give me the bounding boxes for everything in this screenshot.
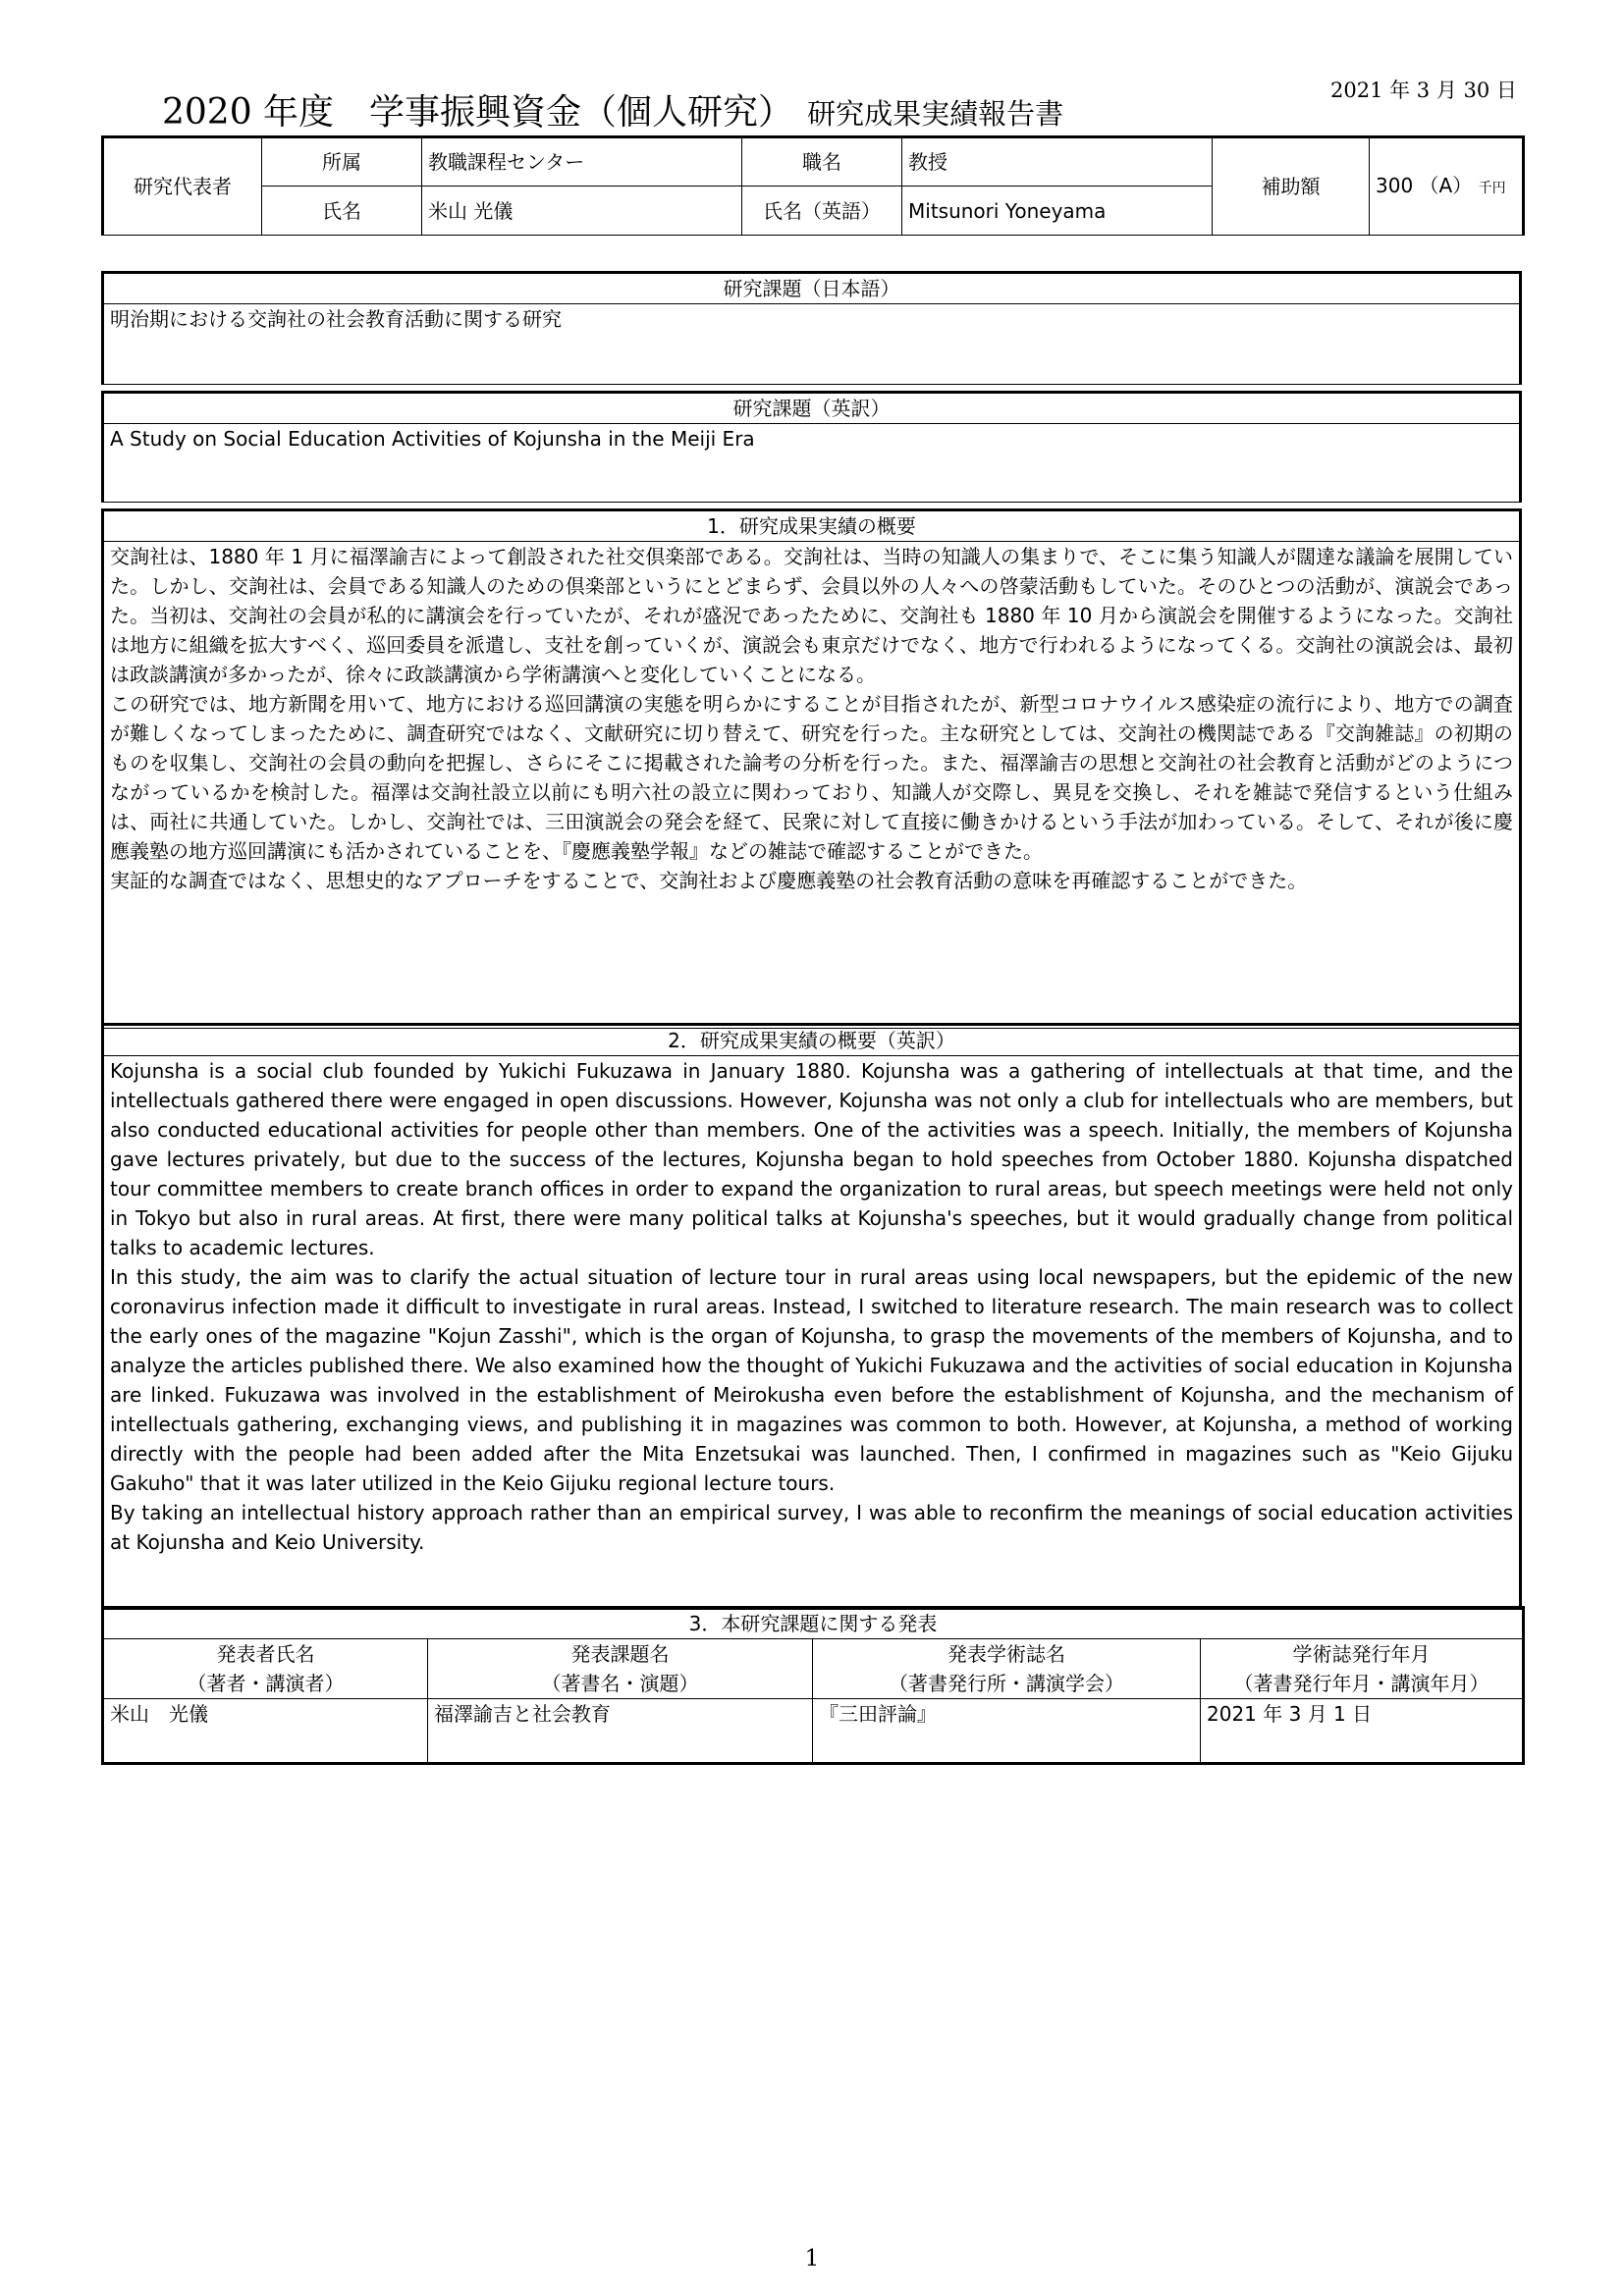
topic-jp-heading: 研究課題（日本語）: [103, 273, 1521, 304]
topic-en-heading: 研究課題（英訳）: [103, 393, 1521, 424]
report-title-main: 2020 年度 学事振興資金（個人研究）: [162, 92, 794, 133]
summary-jp-section: [101, 508, 1522, 1029]
summary-jp-paragraph: この研究では、地方新聞を用いて、地方における巡回講演の実態を明らかにすることが目指されたが、新型コロナウイルス感染症の流行により、地方での調査が難しくなってしまったために、調査研究ではなく、文献研究に切り替えて、研究を行った。主な研究としては、交詢社の機関誌である『交詢雑誌』の初期のものを収集し、交詢社の会員の動向を把握し、さらにそこに掲載された論考の分析を行った。また、福澤諭吉の思想と交詢社の社会教育と活動がどのようにつながっているかを検討した。福澤は交詢社設立以前にも明六社の設立に関わっており、知識人が交際し、異見を交換し、それを雑誌で発信するという仕組みは、両社に共通していた。しかし、交詢社では、三田演説会の発会を経て、民衆に対して直接に働きかけるという手法が加わっている。そして、それが後に慶應義塾の地方巡回講演にも活かされていることを、『慶應義塾学報』などの雑誌で確認することができた。: [110, 692, 1513, 863]
page-number: 1: [804, 2246, 820, 2271]
affiliation-label: 所属: [262, 137, 422, 187]
grant-unit: 千円: [1478, 180, 1506, 196]
name-en-value: Mitsunori Yoneyama: [902, 187, 1213, 236]
column-header-line: （著書名・演題）: [541, 1672, 699, 1695]
position-label: 職名: [742, 137, 902, 187]
publications-table: [101, 1606, 1525, 1765]
summary-jp-paragraph: 交詢社は、1880 年 1 月に福澤諭吉によって創設された社交倶楽部である。交詢社は、当時の知識人の集まりで、そこに集う知識人が闊達な議論を展開していた。しかし、交詢社は、会員である知識人のための倶楽部というにとどまらず、会員以外の人々への啓蒙活動もしていた。そのひとつの活動が、演説会であった。当初は、交詢社の会員が私的に講演会を行っていたが、それが盛況であったために、交詢社も 1880 年 10 月から演説会を開催するようになった。交詢社は地方に組織を拡大すべく、巡回委員を派遣し、支社を創っていくが、演説会も東京だけでなく、地方で行われるようになってくる。交詢社の演説会は、最初は政談講演が多かったが、徐々に政談講演から学術講演へと変化していくことになる。: [110, 545, 1513, 686]
representative-label: 研究代表者: [103, 137, 262, 236]
grant-amount: 300 （A）: [1376, 173, 1473, 197]
topic-jp-section: [101, 271, 1522, 385]
table-cell: 福澤諭吉と社会教育: [428, 1699, 813, 1764]
column-header-line: （著書発行所・講演学会）: [889, 1672, 1124, 1695]
grant-label: 補助額: [1213, 137, 1370, 236]
report-date: 2021 年 3 月 30 日: [1330, 79, 1517, 102]
topic-en-text: A Study on Social Education Activities of Kojunsha in the Meiji Era: [103, 424, 1521, 503]
grant-value: [1370, 137, 1524, 236]
table-row: [103, 1699, 1524, 1764]
table-cell: 『三田評論』: [813, 1699, 1201, 1764]
table-cell: 米山 光儀: [103, 1699, 428, 1764]
column-header-date: [1201, 1639, 1524, 1699]
name-en-label: 氏名（英語）: [742, 187, 902, 236]
column-header-presenter: [103, 1639, 428, 1699]
position-value: 教授: [902, 137, 1213, 187]
summary-jp-body: [103, 542, 1521, 1029]
topic-jp-text: 明治期における交詢社の社会教育活動に関する研究: [103, 304, 1521, 385]
publications-heading: 3．本研究課題に関する発表: [103, 1608, 1524, 1639]
topic-en-section: [101, 391, 1522, 503]
column-header-journal: [813, 1639, 1201, 1699]
column-header-line: 発表学術誌名: [947, 1642, 1065, 1666]
affiliation-value: 教職課程センター: [422, 137, 742, 187]
summary-en-paragraph: By taking an intellectual history approach rather than an empirical survey, I was able to reconfirm the meanings of social education activities at Kojunsha and Keio University.: [110, 1501, 1513, 1554]
column-header-line: 学術誌発行年月: [1292, 1642, 1431, 1666]
table-cell: 2021 年 3 月 1 日: [1201, 1699, 1524, 1764]
column-header-title: [428, 1639, 813, 1699]
name-value: 米山 光儀: [422, 187, 742, 236]
summary-en-section: [101, 1023, 1522, 1610]
report-title: [162, 84, 1063, 134]
column-header-line: 発表者氏名: [216, 1642, 315, 1666]
researcher-info-table: [101, 135, 1525, 236]
summary-jp-paragraph: 実証的な調査ではなく、思想史的なアプローチをすることで、交詢社および慶應義塾の社会教育活動の意味を再確認することができた。: [110, 869, 1308, 892]
summary-en-paragraph: In this study, the aim was to clarify the actual situation of lecture tour in rural areas using local newspapers, but the epidemic of the new coronavirus infection made it difficult to investigate in rural areas. Instead, I switched to literature research. The main research was to collect the early ones of the magazine "Kojun Zasshi", which is the organ of Kojunsha, to grasp the movements of the members of Kojunsha, and to analyze the articles published there. We also examined how the thought of Yukichi Fukuzawa and the activities of social education in Kojunsha are linked. Fukuzawa was involved in the establishment of Meirokusha even before the establishment of Kojunsha, and the mechanism of intellectuals gathering, exchanging views, and publishing it in magazines was common to both. However, at Kojunsha, a method of working directly with the people had been added after the Mita Enzetsukai was launched. Then, I confirmed in magazines such as "Keio Gijuku Gakuho" that it was later utilized in the Keio Gijuku regional lecture tours.: [110, 1265, 1513, 1495]
summary-en-heading: 2．研究成果実績の概要（英訳）: [103, 1025, 1521, 1056]
column-header-line: 発表課題名: [570, 1642, 670, 1666]
column-header-line: （著書発行年月・講演年月）: [1233, 1672, 1489, 1695]
name-label: 氏名: [262, 187, 422, 236]
report-title-sub: 研究成果実績報告書: [807, 97, 1064, 131]
summary-jp-heading: 1．研究成果実績の概要: [103, 510, 1521, 542]
column-header-line: （著者・講演者）: [187, 1672, 345, 1695]
summary-en-body: [103, 1056, 1521, 1610]
summary-en-paragraph: Kojunsha is a social club founded by Yukichi Fukuzawa in January 1880. Kojunsha was a gathering of intellectuals at that time, and the intellectuals gathered there were engaged in open discussions. However, Kojunsha was not only a club for intellectuals who are members, but also conducted educational activities for people other than members. One of the activities was a speech. Initially, the members of Kojunsha gave lectures privately, but due to the success of the lectures, Kojunsha began to hold speeches from October 1880. Kojunsha dispatched tour committee members to create branch offices in order to expand the organization to rural areas, but speech meetings were held not only in Tokyo but also in rural areas. At first, there were many political talks at Kojunsha's speeches, but it would gradually change from political talks to academic lectures.: [110, 1059, 1513, 1259]
